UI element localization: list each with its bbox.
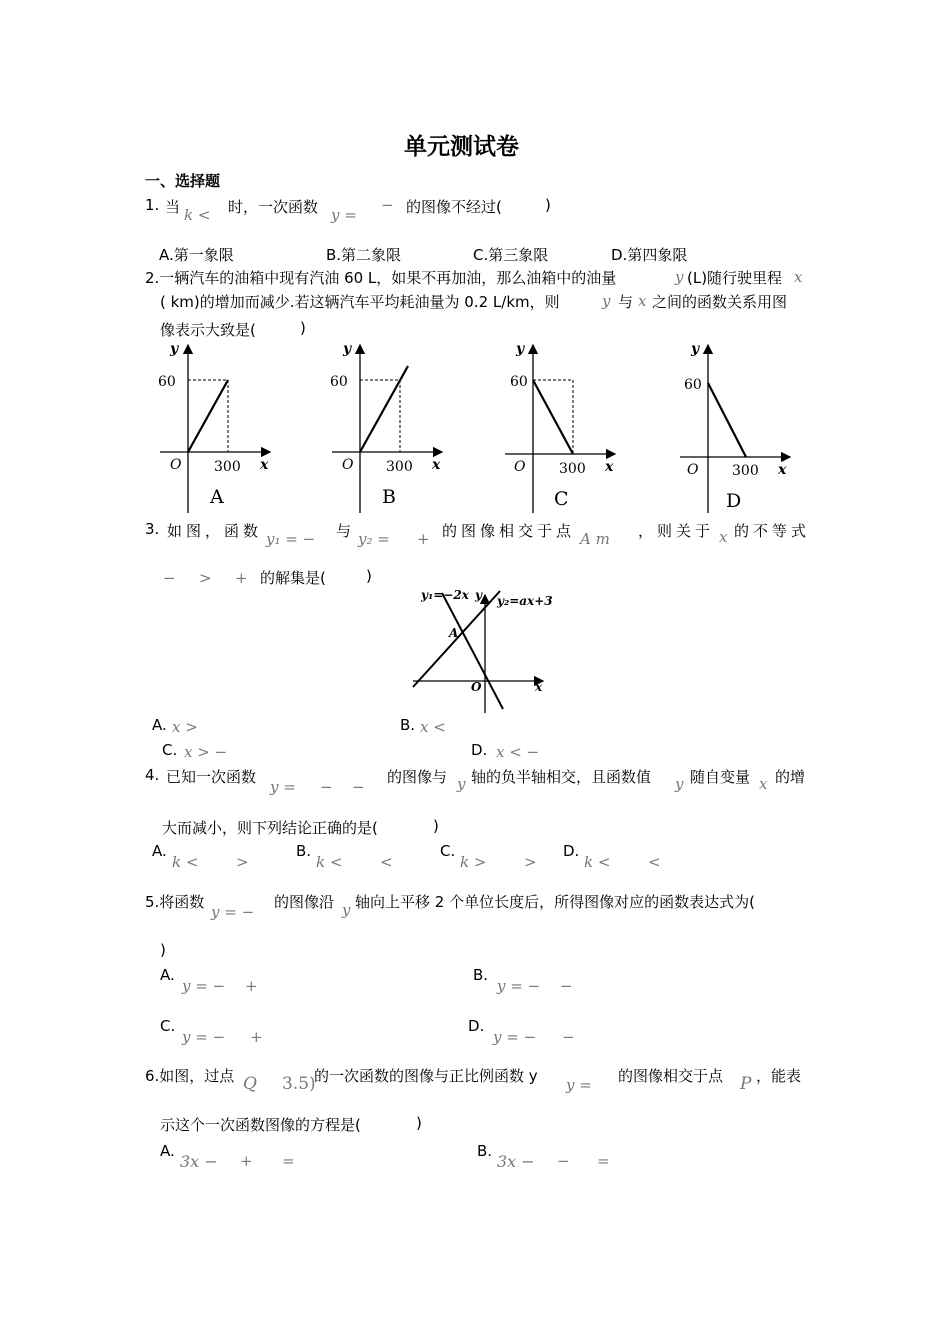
q5-option-b-math[interactable]: y = − [497,977,541,995]
q3-figure [405,585,555,715]
q4-text: 大而减小，则下列结论正确的是( [162,819,378,837]
graph-c-y-tick: 60 [510,374,528,390]
q6-option-b-math[interactable]: − [557,1152,570,1170]
q2-math: x [638,292,647,310]
q4-option-b-label[interactable]: B. [296,842,312,860]
q2-text: 之间的函数关系用图 [652,293,788,311]
q3-option-c-label[interactable]: C. [162,741,178,759]
q2-text: (L)随行驶里程 [687,269,783,287]
q4-math: − [320,778,333,796]
q2-math: x [794,268,803,286]
graph-d-y-label: y [691,341,700,357]
q2-math: y [675,268,684,286]
q1-text: 当 [165,198,181,216]
graph-b-y-tick: 60 [330,374,348,390]
page-title: 单元测试卷 [404,134,519,160]
q5-option-d-math[interactable]: y = − [493,1028,537,1046]
q3-label-o: O [471,680,482,694]
graph-d-x-tick: 300 [732,463,759,479]
q5-option-b-math[interactable]: − [560,977,573,995]
q6-text: ) [416,1114,422,1132]
q6-option-a-math[interactable]: = [282,1152,295,1170]
q5-option-c-math[interactable]: + [250,1028,263,1046]
q5-option-c-label[interactable]: C. [160,1017,176,1035]
graph-c-line [533,380,573,454]
q4-option-b-math[interactable]: k < [316,853,343,871]
q3-math: y₁ = − [266,530,316,548]
q2-text: ) [300,319,306,337]
q4-math: y [675,775,684,793]
q3-option-a-label[interactable]: A. [152,716,167,734]
q4-text: 轴的负半轴相交，且函数值 [471,768,652,786]
q6-text: 的图像相交于点 [618,1067,724,1085]
q3-label-y2: y₂=ax+3 [497,594,553,608]
q5-option-a-math[interactable]: y = − [182,977,226,995]
q6-option-b-math[interactable]: = [597,1152,610,1170]
q6-option-b-label[interactable]: B. [477,1142,493,1160]
q6-option-a-math[interactable]: 3x − [180,1152,218,1171]
q1-math: k < [184,206,211,224]
q3-math: y₂ = [358,530,390,548]
graph-b-x-label: x [432,457,441,473]
q5-text: 5.将函数 [145,893,205,911]
q3-text: 的解集是( [260,569,326,587]
q1-text: 时，一次函数 [228,198,319,216]
graph-a-x-label: x [260,457,269,473]
q1-text: ) [545,196,551,214]
q5-text: ) [160,941,166,959]
graph-c-x-label: x [605,459,614,475]
graph-b-line [360,366,408,452]
q3-text: 的不等式 [734,522,811,540]
q3-label-x: x [535,680,543,694]
q3-math: x [719,528,728,546]
q3-option-d[interactable]: x < − [496,743,540,761]
q6-math: y = [566,1076,592,1094]
q1-text: 的图像不经过( [406,198,502,216]
q5-option-a-math[interactable]: + [245,977,258,995]
graph-c[interactable] [505,341,615,513]
q3-label-y: y [475,588,482,602]
q6-math: P [740,1074,752,1094]
q4-option-b-math[interactable]: < [380,853,393,871]
q4-math: x [759,775,768,793]
q5-option-d-math[interactable]: − [562,1028,575,1046]
q2-text: 2.一辆汽车的油箱中现有汽油 60 L，如果不再加油，那么油箱中的油量 [145,269,617,287]
q1-math: y = [331,206,357,224]
graph-a-x-tick: 300 [214,459,241,475]
q3-text: 与 [336,522,352,540]
graph-d[interactable] [680,341,790,513]
q4-option-d-math[interactable]: k < [584,853,611,871]
q5-math: y [342,901,351,919]
q2-text: ( km)的增加而减少.若这辆汽车平均耗油量为 0.2 L/km，则 [160,293,560,311]
q6-option-a-math[interactable]: + [240,1152,253,1170]
q5-text: 的图像沿 [274,893,335,911]
q4-option-a-math[interactable]: > [236,853,249,871]
graph-b-y-label: y [343,341,352,357]
q4-number: 4. [145,766,160,784]
q3-label-y1: y₁=−2x [421,588,469,602]
q5-option-b-label[interactable]: B. [473,966,489,984]
graph-a[interactable] [158,341,270,513]
q3-text: ) [366,567,372,585]
q1-option-d[interactable]: D.第四象限 [611,246,688,264]
graph-a-label: A [210,486,224,508]
q3-option-d-label[interactable]: D. [471,741,488,759]
graph-a-line [188,380,228,452]
graph-c-origin: O [514,459,526,475]
q4-text: 的图像与 [387,768,448,786]
q6-option-a-label[interactable]: A. [160,1142,175,1160]
graph-a-y-label: y [170,341,179,357]
q5-option-a-label[interactable]: A. [160,966,175,984]
q4-math: y = [270,778,296,796]
q6-text: 6.如图，过点 [145,1067,235,1085]
q4-option-c-math[interactable]: > [524,853,537,871]
q3-option-c[interactable]: x > − [184,743,228,761]
q1-option-c[interactable]: C.第三象限 [473,246,549,264]
q4-option-c-label[interactable]: C. [440,842,456,860]
q1-number: 1. [145,196,160,214]
q2-text: 与 [618,293,634,311]
graph-b-origin: O [342,457,354,473]
q6-math: 3.5) [282,1074,316,1094]
graph-a-origin: O [170,457,182,473]
graph-d-line [708,383,746,457]
q1-option-a[interactable]: A.第一象限 [159,246,234,264]
q5-option-c-math[interactable]: y = − [182,1028,226,1046]
graph-d-origin: O [687,462,699,478]
graph-a-y-tick: 60 [158,374,176,390]
q3-math: > [199,569,212,587]
q3-option-b[interactable]: x < [420,718,446,736]
graph-c-label: C [554,488,569,510]
q6-text: 的一次函数的图像与正比例函数 y [314,1067,538,1085]
q5-option-d-label[interactable]: D. [468,1017,485,1035]
q4-option-a-label[interactable]: A. [152,842,167,860]
q3-text: 如图，函数 [167,522,263,540]
graph-b[interactable] [330,341,442,513]
graph-d-x-label: x [778,462,787,478]
q5-math: y = − [211,903,255,921]
graph-b-x-tick: 300 [386,459,413,475]
q4-option-a-math[interactable]: k < [172,853,199,871]
q6-option-b-math[interactable]: 3x − [497,1152,535,1171]
q3-math: + [417,530,430,548]
q2-text: 像表示大致是( [160,321,256,339]
q5-text: 轴向上平移 2 个单位长度后，所得图像对应的函数表达式为( [355,893,755,911]
section-heading: 一、选择题 [145,172,221,190]
q4-text: 已知一次函数 [166,768,257,786]
q3-text: 的图像相交于点 [442,522,576,540]
q4-math: y [457,775,466,793]
q3-math: + [235,569,248,587]
q3-math: A m [580,530,610,548]
q4-math: − [352,778,365,796]
q6-text: 示这个一次函数图像的方程是( [160,1116,361,1134]
q6-math: Q [243,1074,257,1094]
q3-option-b-label[interactable]: B. [400,716,416,734]
q4-text: 的增 [775,768,806,786]
q6-text: ，能表 [756,1067,802,1085]
graph-c-x-tick: 300 [559,461,586,477]
q2-graphs [140,335,820,515]
q1-option-b[interactable]: B.第二象限 [326,246,402,264]
q4-option-d-math[interactable]: < [648,853,661,871]
q2-math: y [602,292,611,310]
q3-label-a: A [449,626,459,640]
q3-math: − [163,569,176,587]
q3-option-a[interactable]: x > [172,718,198,736]
graph-d-label: D [726,490,742,512]
graph-c-y-label: y [516,341,525,357]
graph-b-label: B [382,486,396,508]
q4-text: ) [433,817,439,835]
q4-option-c-math[interactable]: k > [460,853,487,871]
q1-math: − [381,196,394,214]
graph-d-y-tick: 60 [684,377,702,393]
q3-text: ，则关于 [638,522,715,540]
q4-option-d-label[interactable]: D. [563,842,580,860]
q4-text: 随自变量 [690,768,751,786]
q3-number: 3. [145,520,160,538]
